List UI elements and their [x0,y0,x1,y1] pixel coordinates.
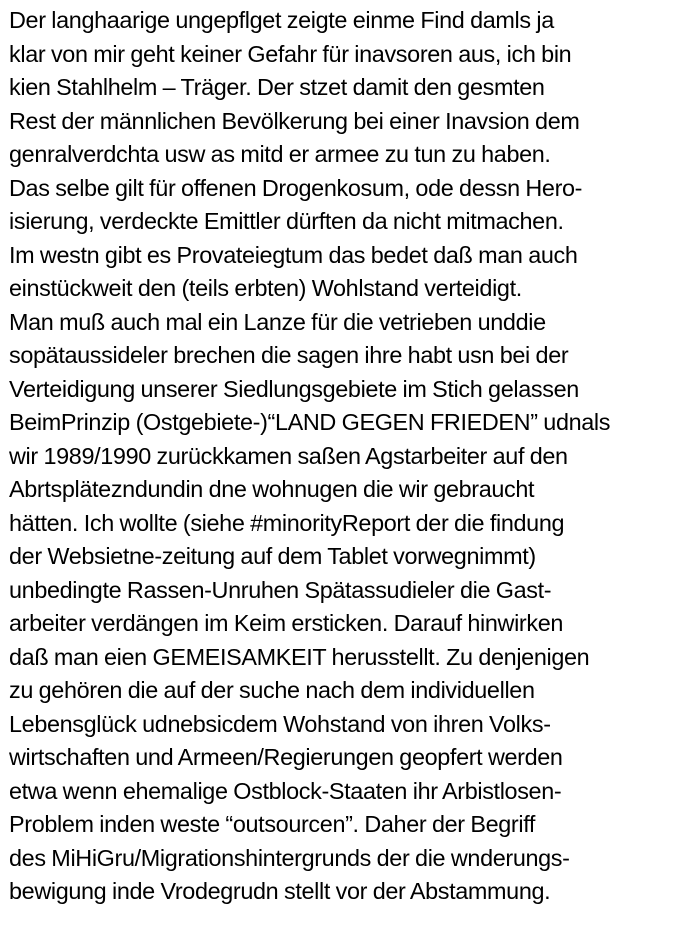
text-line: Abrtsplätezndundin dne wohnugen die wir gebraucht [9,476,535,502]
body-text [9,4,681,909]
text-line: Verteidigung unserer Siedlungsgebiete im Stich gelassen [9,375,579,402]
text-line: zu gehören die auf der suche nach dem individuellen [9,677,535,703]
text-line: einstückweit den (teils erbten) Wohlstand verteidigt. [9,275,522,301]
text-line: klar von mir geht keiner Gefahr für inavsoren aus, ich bin [9,40,572,67]
text-line: der Websietne-zeitung auf dem Tablet vorwegnimmt) [9,543,536,569]
text-line: Im westn gibt es Provateiegtum das bedet daß man auch [9,241,578,268]
text-line: Rest der männlichen Bevölkerung bei einer Inavsion dem [9,107,580,134]
text-line: Man muß auch mal ein Lanze für die vetrieben unddie [9,308,546,335]
text-line: BeimPrinzip (Ostgebiete-)“LAND GEGEN FRIEDEN” udnals [9,409,611,435]
text-line: Der langhaarige ungepflget zeigte einme Find damls ja [9,7,554,33]
text-line: hätten. Ich wollte (siehe #minorityReport der die findung [9,509,565,536]
text-line: kien Stahlhelm – Träger. Der stzet damit den gesmten [9,74,545,100]
text-line: unbedingte Rassen-Unruhen Spätassudieler die Gast- [9,576,552,603]
text-line: daß man eien GEMEISAMKEIT herusstellt. Zu denjenigen [9,643,590,670]
text-line: Problem inden weste “outsourcen”. Daher der Begriff [9,811,536,837]
text-line: Das selbe gilt für offenen Drogenkosum, ode dessn Hero- [9,174,583,201]
text-line: isierung, verdeckte Emittler dürften da nicht mitmachen. [9,208,564,234]
text-line: wir 1989/1990 zurückkamen saßen Agstarbeiter auf den [9,442,568,469]
text-line: des MiHiGru/Migrationshintergrunds der die wnderungs- [9,844,570,871]
text-line: Lebensglück udnebsicdem Wohstand von ihren Volks- [9,710,551,737]
text-line: wirtschaften und Armeen/Regierungen geopfert werden [9,744,563,770]
text-line: genralverdchta usw as mitd er armee zu tun zu haben. [9,141,551,167]
text-line: sopätaussideler brechen die sagen ihre habt usn bei der [9,342,569,368]
text-line: arbeiter verdängen im Keim ersticken. Darauf hinwirken [9,610,564,636]
text-line: bewigung inde Vrodegrudn stellt vor der Abstammung. [9,878,551,904]
text-line: etwa wenn ehemalige Ostblock-Staaten ihr Arbistlosen- [9,777,562,804]
